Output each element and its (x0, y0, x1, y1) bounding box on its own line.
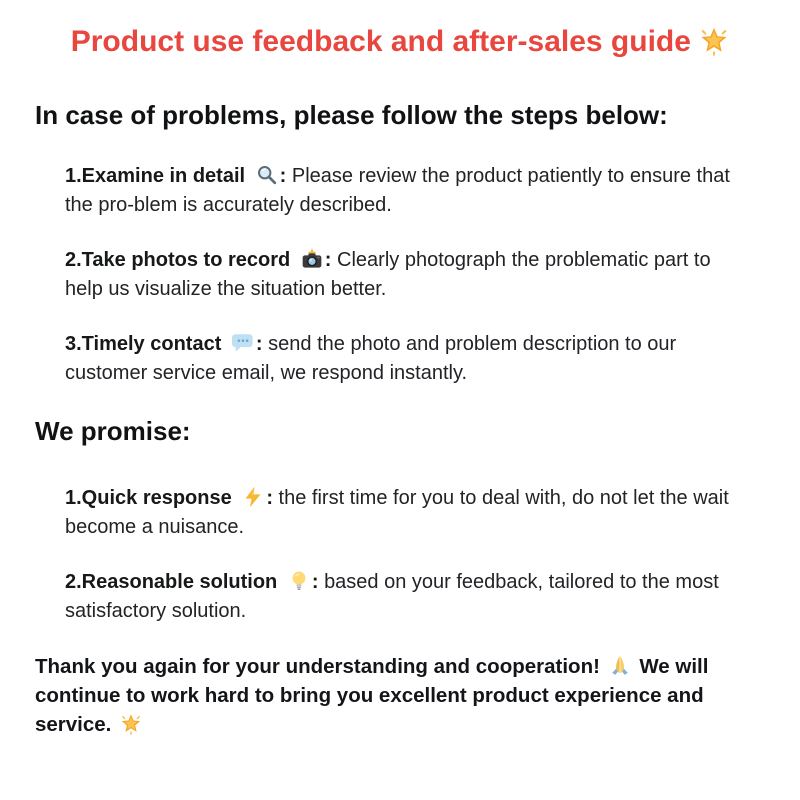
promise-reasonable-solution-label: 2.Reasonable solution (65, 571, 278, 593)
promise-quick-response (65, 484, 742, 542)
problems-heading: In case of problems, please follow the steps below: (35, 100, 668, 130)
camera-flash-icon (296, 246, 325, 275)
step-contact-text: send the photo and problem description to our customer service email, we respond instantly. (65, 333, 677, 384)
step-photos (65, 246, 742, 304)
promise-reasonable-solution-colon: : (311, 571, 319, 593)
promise-items (0, 484, 800, 626)
promise-reasonable-solution-text: based on your feedback, tailored to the most satisfactory solution. (65, 571, 719, 622)
step-examine-label: 1.Examine in detail (65, 165, 246, 187)
magnifying-glass-icon (251, 162, 280, 191)
page-title (0, 0, 800, 60)
lightning-bolt-icon (237, 484, 266, 513)
speech-balloon-icon (227, 330, 256, 359)
promise-quick-response-colon: : (266, 487, 273, 509)
step-examine-colon: : (279, 165, 287, 187)
step-examine (65, 162, 742, 220)
problems-steps (0, 162, 800, 388)
light-bulb-icon (283, 568, 312, 597)
step-examine-text: Please review the product patiently to ensure that the pro-blem is accurately described. (65, 165, 730, 216)
promise-heading: We promise: (35, 416, 191, 446)
closing-text-before: Thank you again for your understanding and cooperation! (35, 655, 600, 678)
glowing-star-icon (699, 24, 729, 60)
promise-quick-response-label: 1.Quick response (65, 487, 232, 509)
closing-paragraph (35, 652, 755, 739)
step-photos-colon: : (324, 249, 332, 271)
closing-text-after: We will continue to work hard to bring you excellent product experience and service. (35, 655, 709, 736)
promise-reasonable-solution (65, 568, 742, 626)
glowing-star-icon (117, 710, 145, 739)
step-contact (65, 330, 742, 388)
folded-hands-icon (606, 652, 634, 681)
step-contact-label: 3.Timely contact (65, 333, 222, 355)
page-title-text: Product use feedback and after-sales guide (70, 25, 691, 58)
step-photos-label: 2.Take photos to record (65, 249, 291, 271)
promise-quick-response-text: the first time for you to deal with, do not let the wait become a nuisance. (65, 487, 729, 538)
step-contact-colon: : (255, 333, 263, 355)
step-photos-text: Clearly photograph the problematic part to help us visualize the situation better. (65, 249, 711, 300)
